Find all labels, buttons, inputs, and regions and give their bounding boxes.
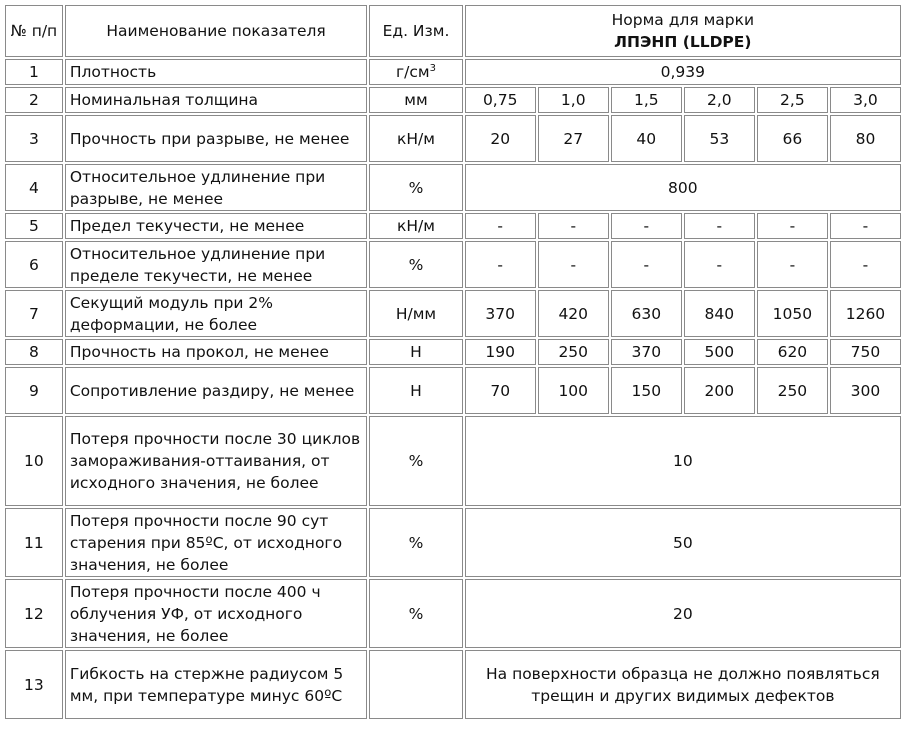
- unit-cell: [369, 164, 462, 211]
- norm-value: 420: [538, 290, 609, 337]
- header-unit: Ед. Изм.: [369, 5, 462, 57]
- row-number: 1: [5, 59, 63, 85]
- norm-value: -: [611, 213, 682, 239]
- norm-value: -: [684, 241, 755, 288]
- norm-value: 70: [465, 367, 536, 414]
- header-norm-line1: Норма для марки: [611, 11, 755, 29]
- norm-value: -: [757, 241, 828, 288]
- indicator-name: Плотность: [65, 59, 367, 85]
- row-number: 10: [5, 416, 63, 506]
- row-number: 11: [5, 508, 63, 577]
- unit-text: кН/м: [397, 129, 435, 148]
- row-number: 6: [5, 241, 63, 288]
- norm-value: 620: [757, 339, 828, 365]
- header-norm: [465, 5, 901, 57]
- norm-value: 370: [465, 290, 536, 337]
- norm-value: 1050: [757, 290, 828, 337]
- row-number: 12: [5, 579, 63, 648]
- unit-cell: [369, 367, 462, 414]
- norm-value: -: [684, 213, 755, 239]
- unit-cell: [369, 213, 462, 239]
- norm-merged-value: 50: [465, 508, 901, 577]
- unit-cell: [369, 115, 462, 162]
- norm-value: 370: [611, 339, 682, 365]
- norm-value: 80: [830, 115, 901, 162]
- table-row: [5, 508, 901, 577]
- row-number: 9: [5, 367, 63, 414]
- indicator-name: Сопротивление раздиру, не менее: [65, 367, 367, 414]
- indicator-name: Относительное удлинение при разрыве, не менее: [65, 164, 367, 211]
- unit-text: Н: [410, 343, 422, 361]
- norm-value: -: [465, 213, 536, 239]
- indicator-name: Прочность при разрыве, не менее: [65, 115, 367, 162]
- table-row: [5, 87, 901, 113]
- table-row: [5, 164, 901, 211]
- norm-value: 630: [611, 290, 682, 337]
- header-norm-line2: ЛПЭНП (LLDPE): [614, 33, 752, 51]
- table-row: [5, 579, 901, 648]
- unit-cell: [369, 416, 462, 506]
- indicator-name: Прочность на прокол, не менее: [65, 339, 367, 365]
- unit-cell: [369, 290, 462, 337]
- table-row: [5, 59, 901, 85]
- norm-merged-value: 800: [465, 164, 901, 211]
- norm-value: -: [538, 213, 609, 239]
- norm-merged-value: 10: [465, 416, 901, 506]
- table-row: [5, 367, 901, 414]
- unit-text: Н: [410, 381, 422, 400]
- indicator-name: Гибкость на стержне радиусом 5 мм, при температуре минус 60ºС: [65, 650, 367, 719]
- norm-value: 1,0: [538, 87, 609, 113]
- indicator-name: Потеря прочности после 30 циклов замораживания-оттаивания, от исходного значения, не более: [65, 416, 367, 506]
- norm-value: 20: [465, 115, 536, 162]
- norm-merged-value: На поверхности образца не должно появляться трещин и других видимых дефектов: [465, 650, 901, 719]
- row-number: 3: [5, 115, 63, 162]
- norm-value: 1,5: [611, 87, 682, 113]
- header-name: Наименование показателя: [65, 5, 367, 57]
- unit-text: %: [408, 533, 424, 552]
- indicator-name: Предел текучести, не менее: [65, 213, 367, 239]
- table-row: [5, 339, 901, 365]
- norm-value: -: [538, 241, 609, 288]
- unit-text: %: [408, 255, 424, 274]
- unit-cell: [369, 579, 462, 648]
- table-row: [5, 416, 901, 506]
- unit-cell: [369, 650, 462, 719]
- norm-value: 2,5: [757, 87, 828, 113]
- unit-superscript: 3: [429, 62, 436, 74]
- norm-value: 200: [684, 367, 755, 414]
- table-row: [5, 115, 901, 162]
- table-row: [5, 650, 901, 719]
- norm-value: 100: [538, 367, 609, 414]
- table-row: [5, 213, 901, 239]
- indicator-name: Относительное удлинение при пределе текучести, не менее: [65, 241, 367, 288]
- unit-text: %: [408, 452, 424, 470]
- norm-value: 750: [830, 339, 901, 365]
- row-number: 8: [5, 339, 63, 365]
- norm-value: 27: [538, 115, 609, 162]
- norm-value: 250: [538, 339, 609, 365]
- unit-text: %: [408, 178, 424, 197]
- indicator-name: Потеря прочности после 90 сут старения при 85ºС, от исходного значения, не более: [65, 508, 367, 577]
- table-row: [5, 290, 901, 337]
- norm-value: -: [830, 213, 901, 239]
- unit-text: г/см: [396, 63, 430, 81]
- unit-cell: [369, 241, 462, 288]
- indicator-name: Потеря прочности после 400 ч облучения УФ, от исходного значения, не более: [65, 579, 367, 648]
- specs-table: [3, 3, 903, 721]
- indicator-name: Номинальная толщина: [65, 87, 367, 113]
- norm-value: 0,75: [465, 87, 536, 113]
- norm-value: 2,0: [684, 87, 755, 113]
- row-number: 4: [5, 164, 63, 211]
- unit-text: кН/м: [397, 217, 435, 235]
- table-body: [5, 59, 901, 719]
- norm-value: -: [611, 241, 682, 288]
- norm-value: 1260: [830, 290, 901, 337]
- norm-value: 66: [757, 115, 828, 162]
- unit-text: Н/мм: [395, 304, 437, 323]
- indicator-name: Секущий модуль при 2% деформации, не более: [65, 290, 367, 337]
- unit-text: %: [408, 604, 424, 623]
- norm-value: -: [830, 241, 901, 288]
- table-row: [5, 241, 901, 288]
- unit-cell: [369, 508, 462, 577]
- row-number: 2: [5, 87, 63, 113]
- norm-value: 300: [830, 367, 901, 414]
- row-number: 13: [5, 650, 63, 719]
- header-num: № п/п: [5, 5, 63, 57]
- norm-value: -: [757, 213, 828, 239]
- norm-value: 53: [684, 115, 755, 162]
- row-number: 7: [5, 290, 63, 337]
- norm-value: 840: [684, 290, 755, 337]
- unit-cell: [369, 339, 462, 365]
- norm-value: 150: [611, 367, 682, 414]
- norm-merged-value: 20: [465, 579, 901, 648]
- norm-value: 250: [757, 367, 828, 414]
- norm-value: -: [465, 241, 536, 288]
- norm-value: 3,0: [830, 87, 901, 113]
- unit-text: мм: [404, 91, 428, 109]
- norm-merged-value: 0,939: [465, 59, 901, 85]
- header-row: [5, 5, 901, 57]
- norm-value: 190: [465, 339, 536, 365]
- unit-cell: [369, 87, 462, 113]
- norm-value: 500: [684, 339, 755, 365]
- norm-value: 40: [611, 115, 682, 162]
- unit-cell: [369, 59, 462, 85]
- row-number: 5: [5, 213, 63, 239]
